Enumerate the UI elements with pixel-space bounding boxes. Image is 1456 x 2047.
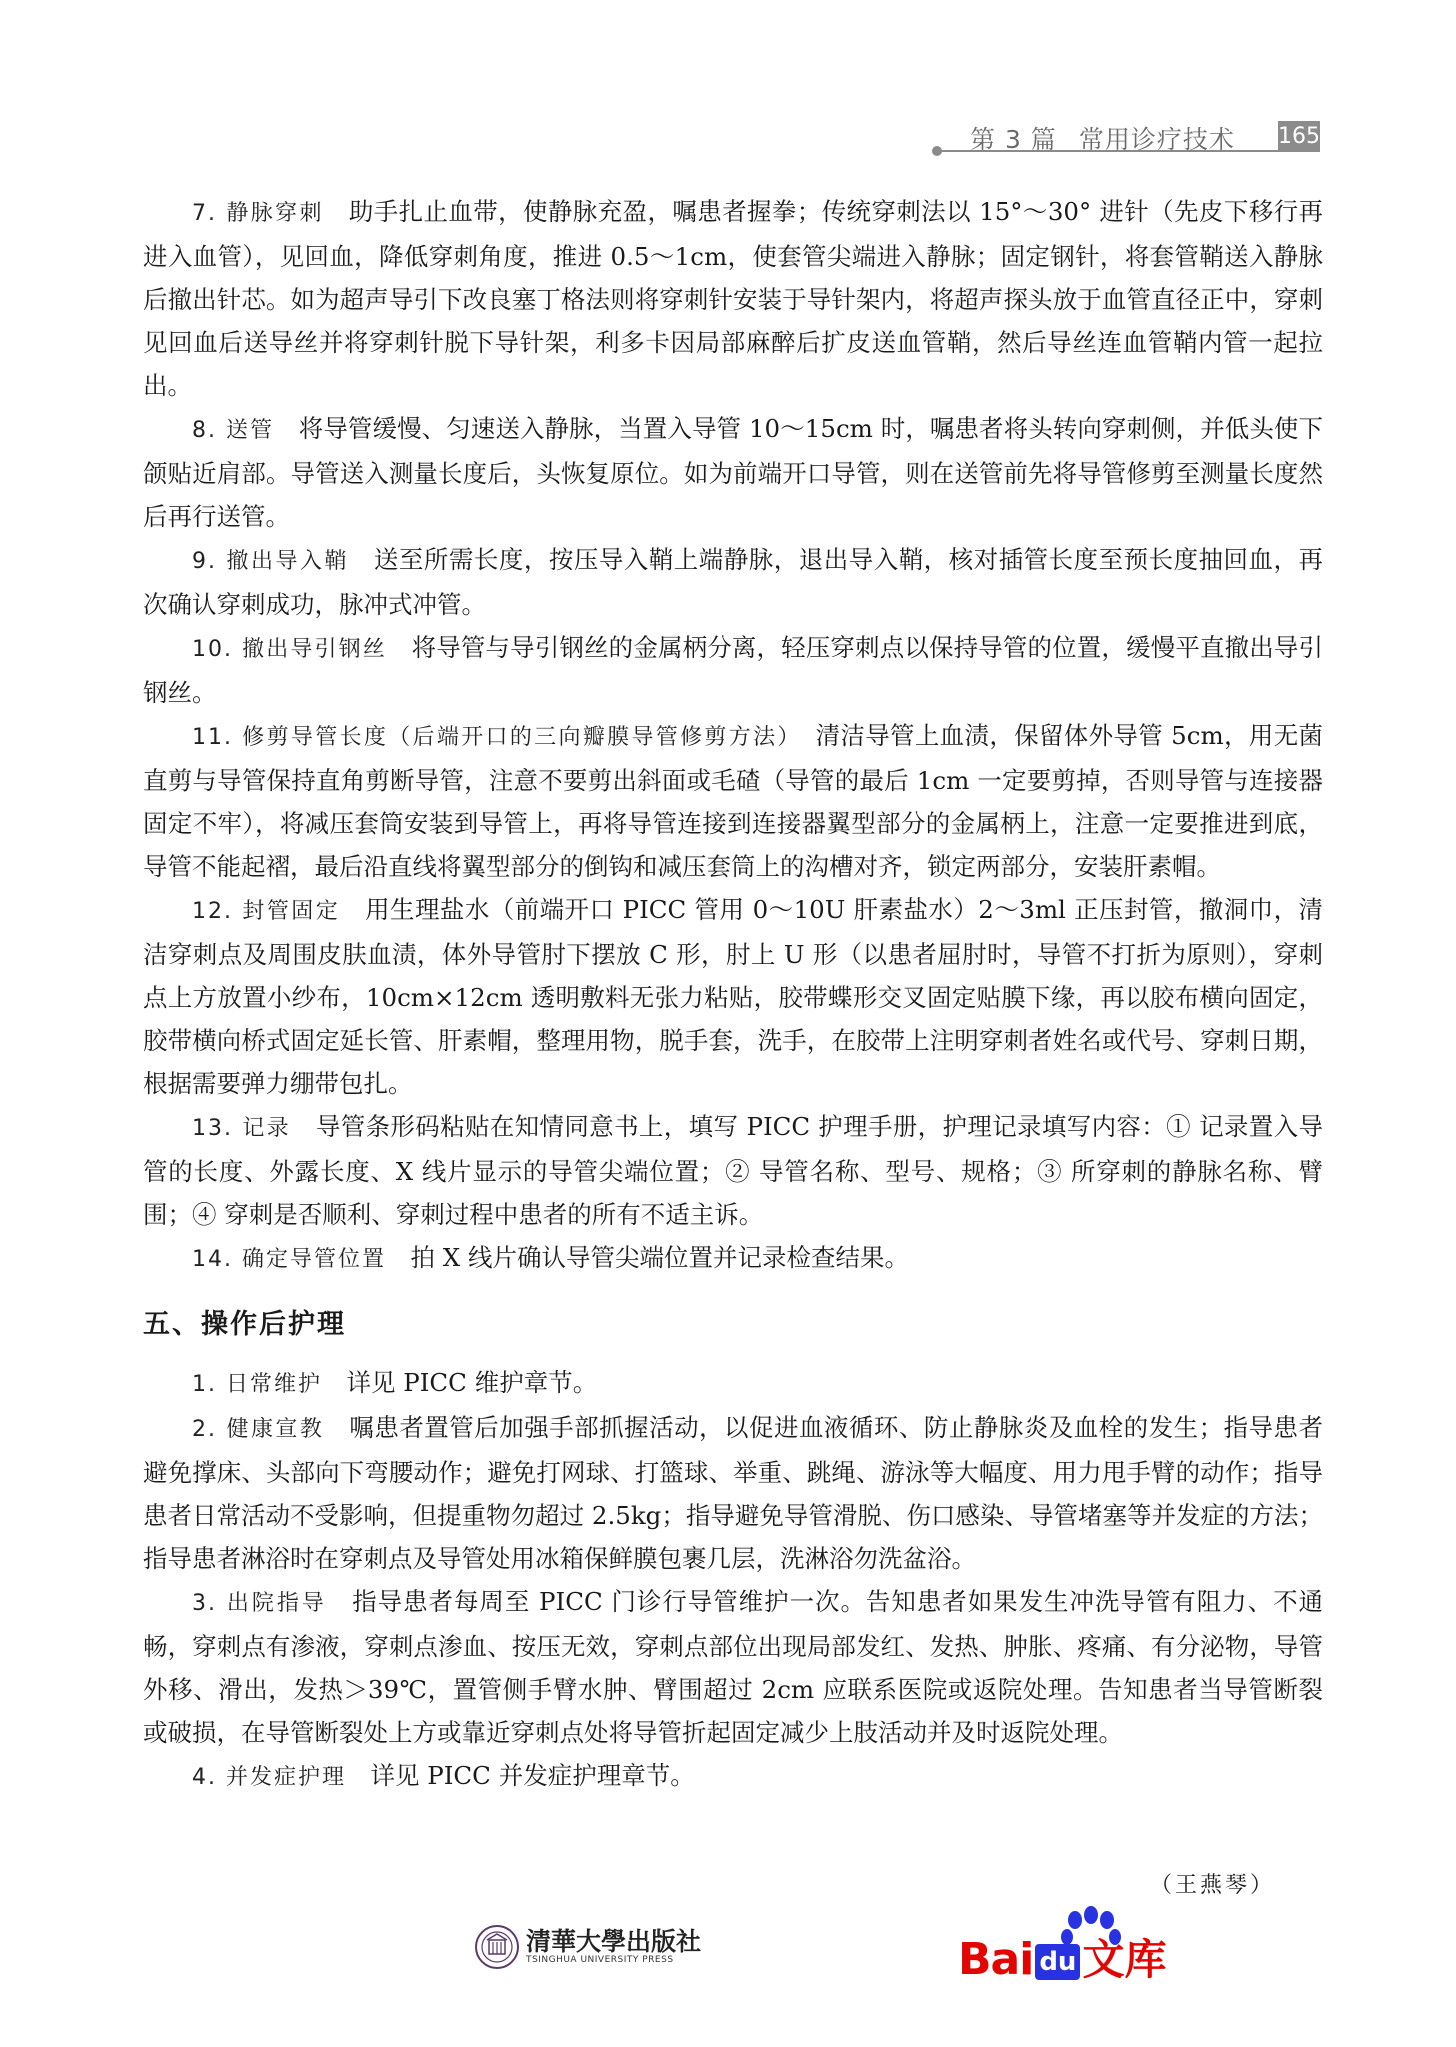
step-keyword: 14. 确定导管位置	[192, 1247, 386, 1272]
care-text: 详见 PICC 维护章节。	[346, 1368, 598, 1397]
paragraph-step-8	[143, 407, 1323, 538]
paragraph-step-9	[143, 538, 1323, 626]
section-heading: 五、操作后护理	[143, 1309, 346, 1340]
running-header	[970, 120, 1235, 156]
paragraph-care-4	[143, 1754, 1323, 1799]
care-keyword: 1. 日常维护	[192, 1372, 322, 1397]
step-keyword: 8. 送管	[192, 418, 275, 443]
step-text: 送至所需长度，按压导入鞘上端静脉，退出导入鞘，核对插管长度至预长度抽回血，再次确认穿刺成功，脉冲式冲管。	[143, 545, 1324, 619]
header-part: 第 3 篇	[970, 125, 1057, 154]
paragraph-care-1	[143, 1361, 1323, 1406]
watermark-du: du	[1035, 1944, 1080, 1980]
step-text: 将导管与导引钢丝的金属柄分离，轻压穿刺点以保持导管的位置，缓慢平直撤出导引钢丝。	[143, 633, 1324, 707]
step-text: 将导管缓慢、匀速送入静脉，当置入导管 10～15cm 时，嘱患者将头转向穿刺侧，并低头使下颌贴近肩部。导管送入测量长度后，头恢复原位。如为前端开口导管，则在送管前先将导管修剪至测量长度然后再行送管。	[143, 414, 1323, 531]
care-text: 详见 PICC 并发症护理章节。	[370, 1761, 695, 1790]
step-keyword: 7. 静脉穿刺	[192, 201, 324, 226]
step-text: 助手扎止血带，使静脉充盈，嘱患者握拳；传统穿刺法以 15°～30° 进针（先皮下移行再进入血管），见回血，降低穿刺角度，推进 0.5～1cm，使套管尖端进入静脉；固定钢针，将套管鞘送入静脉后撤出针芯。如为超声导引下改良塞丁格法则将穿刺针安装于导针架内，将超声探头放于血管直径正中，穿刺见回血后送导丝并将穿刺针脱下导针架，利多卡因局部麻醉后扩皮送血管鞘，然后导丝连血管鞘内管一起拉出。	[143, 197, 1324, 400]
paragraph-step-14	[143, 1236, 1323, 1281]
paragraph-step-7	[143, 190, 1323, 407]
step-keyword: 10. 撤出导引钢丝	[192, 637, 387, 662]
page-body	[143, 190, 1323, 1799]
watermark-wenku: 文库	[1082, 1935, 1167, 1984]
header-title: 常用诊疗技术	[1078, 125, 1235, 154]
author-credit: （王燕琴）	[1150, 1873, 1276, 1898]
care-text: 嘱患者置管后加强手部抓握活动，以促进血液循环、防止静脉炎及血栓的发生；指导患者避免撑床、头部向下弯腰动作；避免打网球、打篮球、举重、跳绳、游泳等大幅度、用力甩手臂的动作；指导患者日常活动不受影响，但提重物勿超过 2.5kg；指导避免导管滑脱、伤口感染、导管堵塞等并发症的方法；指导患者淋浴时在穿刺点及导管处用冰箱保鲜膜包裹几层，洗淋浴勿洗盆浴。	[143, 1413, 1324, 1573]
care-keyword: 2. 健康宣教	[192, 1417, 325, 1442]
step-keyword: 12. 封管固定	[192, 899, 341, 924]
step-text: 拍 X 线片确认导管尖端位置并记录检查结果。	[410, 1243, 909, 1272]
publisher-seal-icon	[474, 1924, 520, 1970]
step-text: 导管条形码粘贴在知情同意书上，填写 PICC 护理手册，护理记录填写内容：① 记录置入导管的长度、外露长度、X 线片显示的导管尖端位置；② 导管名称、型号、规格；③ 所穿刺的静脉名称、臂围；④ 穿刺是否顺利、穿刺过程中患者的所有不适主诉。	[143, 1112, 1324, 1229]
paragraph-care-3	[143, 1580, 1323, 1754]
paragraph-step-12	[143, 888, 1323, 1105]
step-text: 用生理盐水（前端开口 PICC 管用 0～10U 肝素盐水）2～3ml 正压封管，撤洞巾，清洁穿刺点及周围皮肤血渍，体外导管肘下摆放 C 形，肘上 U 形（以患者屈肘时，导管不打折为原则），穿刺点上方放置小纱布，10cm×12cm 透明敷料无张力粘贴，胶带蝶形交叉固定贴膜下缘，再以胶布横向固定，胶带横向桥式固定延长管、肝素帽，整理用物，脱手套，洗手，在胶带上注明穿刺者姓名或代号、穿刺日期，根据需要弹力绷带包扎。	[143, 895, 1324, 1098]
watermark-bai: Bai	[958, 1934, 1034, 1985]
step-keyword: 11. 修剪导管长度（后端开口的三向瓣膜导管修剪方法）	[192, 725, 791, 750]
care-text: 指导患者每周至 PICC 门诊行导管维护一次。告知患者如果发生冲洗导管有阻力、不通畅，穿刺点有渗液，穿刺点渗血、按压无效，穿刺点部位出现局部发红、发热、肿胀、疼痛、有分泌物，导管外移、滑出，发热＞39℃，置管侧手臂水肿、臂围超过 2cm 应联系医院或返院处理。告知患者当导管断裂或破损，在导管断裂处上方或靠近穿刺点处将导管折起固定减少上肢活动并及时返院处理。	[143, 1587, 1324, 1747]
publisher-name-english: TSINGHUA UNIVERSITY PRESS	[526, 1955, 674, 1965]
care-keyword: 4. 并发症护理	[192, 1765, 346, 1790]
step-keyword: 9. 撤出导入鞘	[192, 549, 349, 574]
paragraph-care-2	[143, 1406, 1323, 1580]
paragraph-step-11	[143, 714, 1323, 888]
paragraph-step-10	[143, 626, 1323, 714]
care-keyword: 3. 出院指导	[192, 1591, 327, 1616]
publisher-name: 清華大學出版社	[526, 1927, 702, 1956]
page-number: 165	[1278, 121, 1320, 152]
step-keyword: 13. 记录	[192, 1116, 292, 1141]
paragraph-step-13	[143, 1105, 1323, 1236]
step-text: 清洁导管上血渍，保留体外导管 5cm，用无菌直剪与导管保持直角剪断导管，注意不要剪出斜面或毛碴（导管的最后 1cm 一定要剪掉，否则导管与连接器固定不牢），将减压套筒安装到导管上，再将导管连接到连接器翼型部分的金属柄上，注意一定要推进到底，导管不能起褶，最后沿直线将翼型部分的倒钩和减压套筒上的沟槽对齐，锁定两部分，安装肝素帽。	[143, 721, 1324, 881]
baidu-wenku-watermark	[958, 1930, 1166, 1990]
